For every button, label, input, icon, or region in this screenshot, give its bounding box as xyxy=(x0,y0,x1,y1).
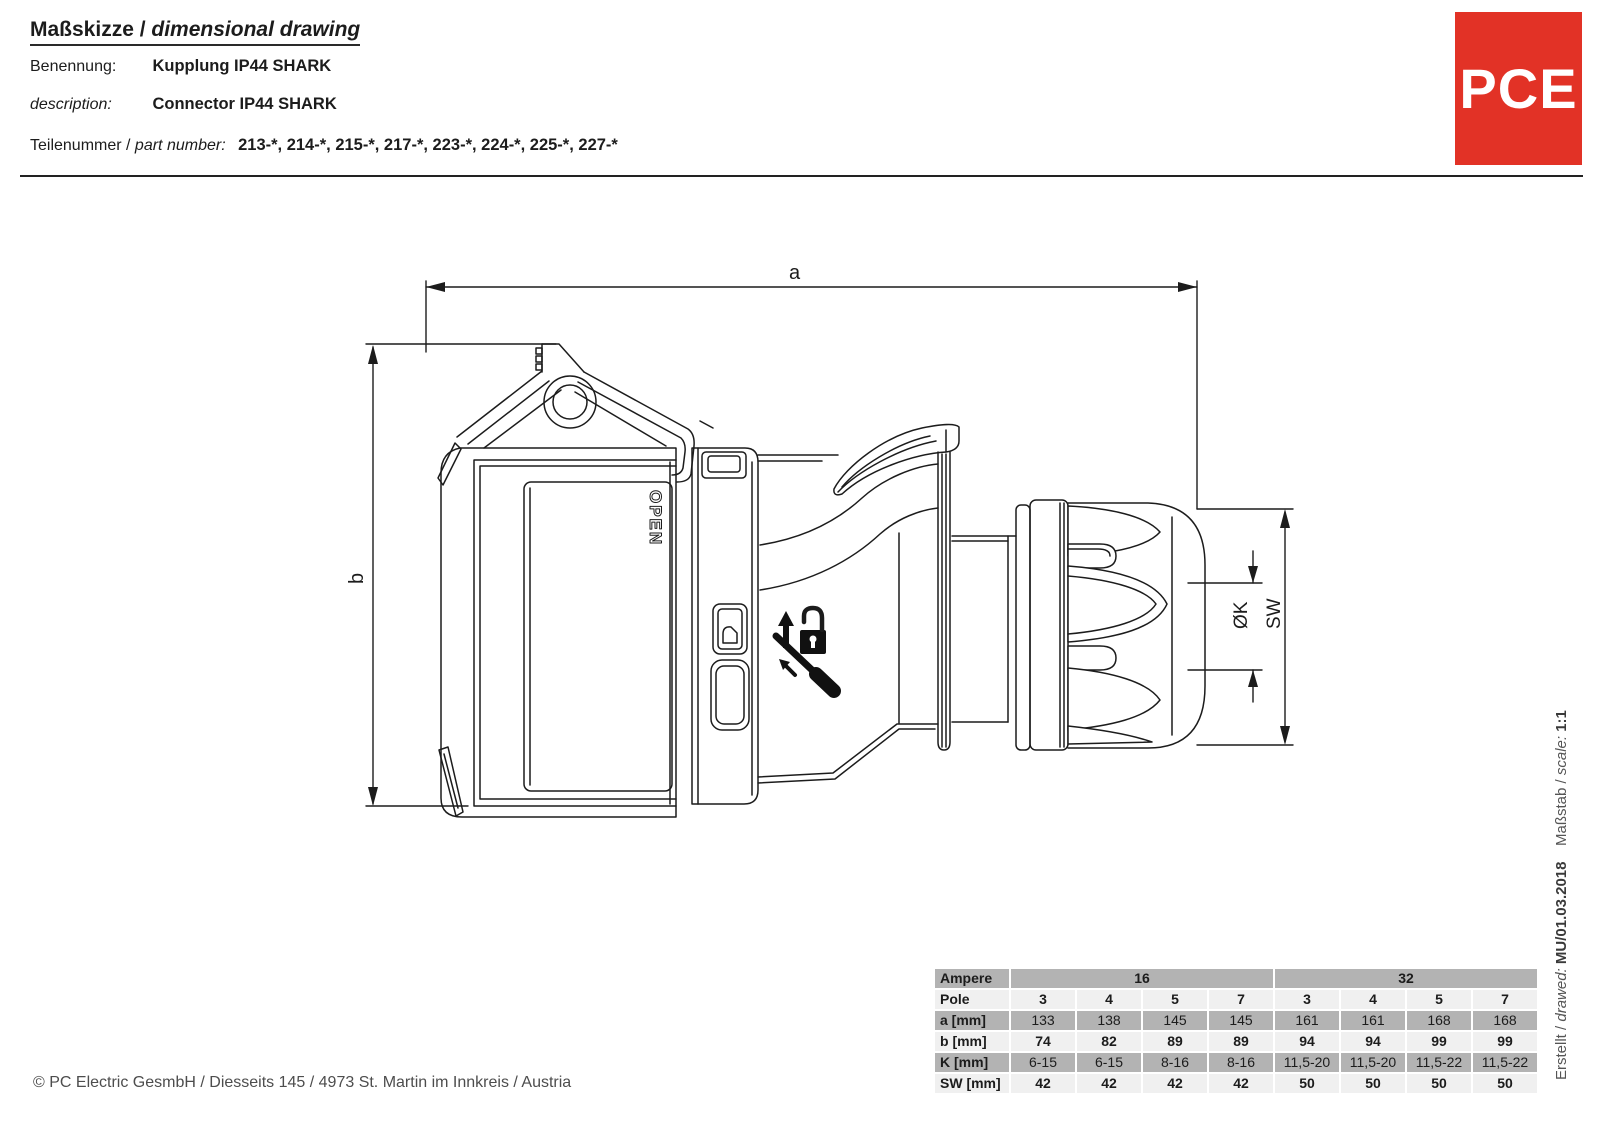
table-cell: 74 xyxy=(1011,1032,1075,1051)
connector-housing xyxy=(438,443,676,817)
table-cell: 94 xyxy=(1341,1032,1405,1051)
benennung-value: Kupplung IP44 SHARK xyxy=(152,57,332,75)
table-cell: 94 xyxy=(1275,1032,1339,1051)
table-cell: 50 xyxy=(1275,1074,1339,1093)
dimensions-table xyxy=(933,967,1539,1095)
table-cell: 7 xyxy=(1473,990,1537,1009)
title-separator: / xyxy=(133,18,152,41)
table-cell: 4 xyxy=(1077,990,1141,1009)
description-value: Connector IP44 SHARK xyxy=(152,95,337,113)
dim-sw-label: SW xyxy=(1264,598,1285,629)
table-cell: 8-16 xyxy=(1209,1053,1273,1072)
row-label-b: b [mm] xyxy=(935,1032,1009,1051)
table-cell: 89 xyxy=(1143,1032,1207,1051)
table-cell: 3 xyxy=(1011,990,1075,1009)
dim-a-label: a xyxy=(789,262,801,284)
table-row-ampere xyxy=(935,969,1537,988)
table-cell: 6-15 xyxy=(1011,1053,1075,1072)
dimension-a xyxy=(426,281,1197,509)
description-label: description: xyxy=(30,96,112,113)
table-cell: 50 xyxy=(1341,1074,1405,1093)
arrow-diagonal-icon xyxy=(779,659,795,675)
scale-label-de: Maßstab / xyxy=(1553,775,1570,846)
dimension-b xyxy=(366,344,556,806)
table-cell: 11,5-22 xyxy=(1473,1053,1537,1072)
table-cell: 168 xyxy=(1473,1011,1537,1030)
table-cell: 3 xyxy=(1275,990,1339,1009)
locking-ring xyxy=(692,448,758,804)
mounting-ear xyxy=(457,344,713,482)
part-number-value: 213-*, 214-*, 215-*, 217-*, 223-*, 224-*, 225-*, 227-* xyxy=(238,136,618,154)
drawn-value: MU/01.03.2018 xyxy=(1553,861,1570,965)
table-row-a xyxy=(935,1011,1537,1030)
gland-spring-fingers xyxy=(1068,506,1167,744)
unlock-instruction-icons xyxy=(776,608,834,691)
table-cell: 6-15 xyxy=(1077,1053,1141,1072)
table-cell: 99 xyxy=(1407,1032,1471,1051)
open-label: OPEN xyxy=(646,490,665,547)
table-cell: 50 xyxy=(1407,1074,1471,1093)
table-cell: 89 xyxy=(1209,1032,1273,1051)
ampere-32-header: 32 xyxy=(1275,969,1537,988)
table-cell: 5 xyxy=(1143,990,1207,1009)
part-number-label-de: Teilenummer / xyxy=(30,137,135,154)
scale-note xyxy=(1553,710,1570,846)
table-cell: 42 xyxy=(1143,1074,1207,1093)
copyright-line: © PC Electric GesmbH / Diesseits 145 / 4973 St. Martin im Innkreis / Austria xyxy=(33,1074,572,1091)
table-row-b xyxy=(935,1032,1537,1051)
part-number-label-en: part number: xyxy=(134,137,226,154)
table-cell: 138 xyxy=(1077,1011,1141,1030)
drawn-label-en: drawed: xyxy=(1553,968,1570,1022)
title-german: Maßskizze xyxy=(30,18,134,41)
open-padlock-icon xyxy=(800,608,826,654)
release-lever-fin xyxy=(834,424,959,494)
table-row-pole xyxy=(935,990,1537,1009)
table-cell: 133 xyxy=(1011,1011,1075,1030)
table-row-k xyxy=(935,1053,1537,1072)
table-cell: 4 xyxy=(1341,990,1405,1009)
scale-label-en: scale: xyxy=(1553,735,1570,776)
drawn-label-de: Erstellt / xyxy=(1553,1021,1570,1080)
table-cell: 42 xyxy=(1011,1074,1075,1093)
table-cell: 8-16 xyxy=(1143,1053,1207,1072)
row-label-a: a [mm] xyxy=(935,1011,1009,1030)
benennung-label: Benennung: xyxy=(30,58,117,75)
row-label-k: K [mm] xyxy=(935,1053,1009,1072)
table-cell: 11,5-20 xyxy=(1341,1053,1405,1072)
table-cell: 161 xyxy=(1275,1011,1339,1030)
ampere-16-header: 16 xyxy=(1011,969,1273,988)
row-label-ampere: Ampere xyxy=(935,969,1009,988)
table-cell: 11,5-20 xyxy=(1275,1053,1339,1072)
body-cone xyxy=(758,424,959,783)
row-label-pole: Pole xyxy=(935,990,1009,1009)
table-cell: 50 xyxy=(1473,1074,1537,1093)
table-cell: 168 xyxy=(1407,1011,1471,1030)
table-cell: 11,5-22 xyxy=(1407,1053,1471,1072)
table-cell: 5 xyxy=(1407,990,1471,1009)
table-cell: 145 xyxy=(1143,1011,1207,1030)
table-cell: 99 xyxy=(1473,1032,1537,1051)
table-cell: 42 xyxy=(1209,1074,1273,1093)
table-cell: 145 xyxy=(1209,1011,1273,1030)
table-cell: 7 xyxy=(1209,990,1273,1009)
cable-gland xyxy=(952,500,1205,750)
table-cell: 161 xyxy=(1341,1011,1405,1030)
drawn-note xyxy=(1553,862,1570,1080)
title-english: dimensional drawing xyxy=(151,18,361,41)
scale-value: 1:1 xyxy=(1553,710,1570,732)
pce-logo-text: PCE xyxy=(1459,57,1578,120)
row-label-sw: SW [mm] xyxy=(935,1074,1009,1093)
table-row-sw xyxy=(935,1074,1537,1093)
dim-k-label: ØK xyxy=(1231,601,1252,629)
table-cell: 42 xyxy=(1077,1074,1141,1093)
dim-b-label: b xyxy=(346,572,368,584)
table-cell: 82 xyxy=(1077,1032,1141,1051)
